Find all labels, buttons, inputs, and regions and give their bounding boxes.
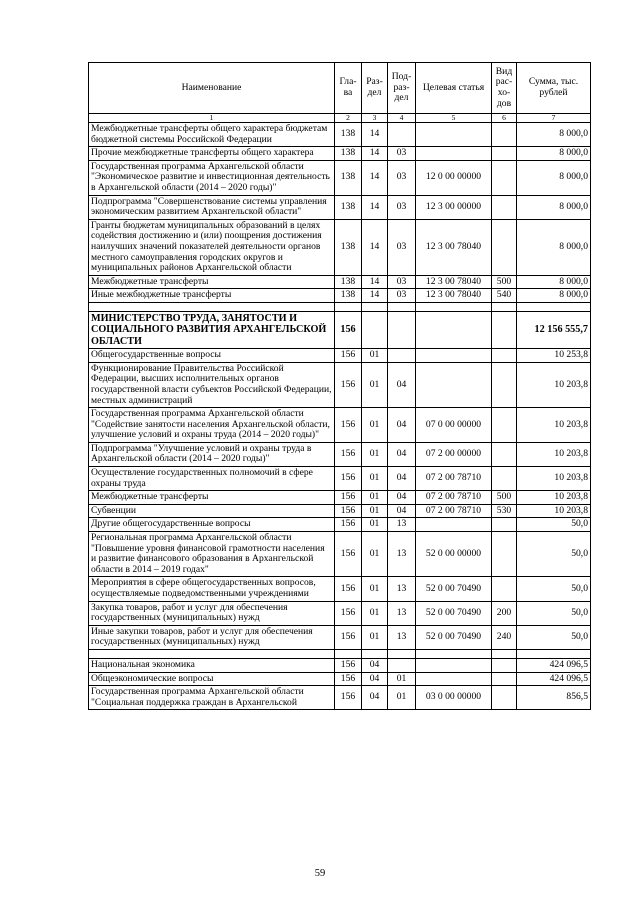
row-target-article: 52 0 00 00000 bbox=[416, 532, 492, 577]
row-sum: 8 000,0 bbox=[517, 275, 591, 289]
row-podrazdel: 03 bbox=[388, 289, 416, 303]
row-expense-type bbox=[492, 518, 517, 532]
blank-cell bbox=[492, 649, 517, 658]
row-razdel: 01 bbox=[362, 408, 388, 443]
row-razdel: 14 bbox=[362, 195, 388, 219]
row-razdel: 14 bbox=[362, 160, 388, 195]
row-expense-type: 540 bbox=[492, 289, 517, 303]
row-sum: 8 000,0 bbox=[517, 123, 591, 147]
row-sum: 50,0 bbox=[517, 577, 591, 601]
header-razdel: Раз-дел bbox=[362, 63, 388, 114]
row-podrazdel: 03 bbox=[388, 147, 416, 161]
row-podrazdel: 13 bbox=[388, 577, 416, 601]
row-target-article: 03 0 00 00000 bbox=[416, 686, 492, 710]
blank-cell bbox=[89, 649, 335, 658]
row-target-article: 07 0 00 00000 bbox=[416, 408, 492, 443]
row-sum: 12 156 555,7 bbox=[517, 311, 591, 348]
blank-cell bbox=[492, 302, 517, 311]
row-name: Межбюджетные трансферты общего характера бюджетам бюджетной системы Российской Федерации bbox=[89, 123, 335, 147]
row-sum: 10 203,8 bbox=[517, 504, 591, 518]
row-target-article bbox=[416, 362, 492, 407]
blank-cell bbox=[388, 302, 416, 311]
row-podrazdel: 04 bbox=[388, 491, 416, 505]
row-expense-type bbox=[492, 219, 517, 275]
row-target-article: 52 0 00 70490 bbox=[416, 601, 492, 625]
row-target-article: 12 3 00 78040 bbox=[416, 219, 492, 275]
row-sum: 50,0 bbox=[517, 625, 591, 649]
blank-cell bbox=[416, 649, 492, 658]
row-target-article: 07 2 00 78710 bbox=[416, 504, 492, 518]
row-sum: 8 000,0 bbox=[517, 160, 591, 195]
row-expense-type bbox=[492, 467, 517, 491]
row-glava: 156 bbox=[335, 577, 362, 601]
table-row bbox=[89, 577, 591, 601]
row-podrazdel: 04 bbox=[388, 442, 416, 466]
table-row bbox=[89, 123, 591, 147]
row-podrazdel bbox=[388, 123, 416, 147]
row-name: Осуществление государственных полномочий в сфере охраны труда bbox=[89, 467, 335, 491]
row-name: Прочие межбюджетные трансферты общего характера bbox=[89, 147, 335, 161]
row-name: Иные межбюджетные трансферты bbox=[89, 289, 335, 303]
row-glava: 156 bbox=[335, 625, 362, 649]
row-target-article bbox=[416, 518, 492, 532]
row-expense-type bbox=[492, 686, 517, 710]
row-glava: 156 bbox=[335, 491, 362, 505]
row-glava: 156 bbox=[335, 408, 362, 443]
row-razdel: 04 bbox=[362, 672, 388, 686]
row-glava: 138 bbox=[335, 123, 362, 147]
row-podrazdel: 13 bbox=[388, 601, 416, 625]
table-blank-row bbox=[89, 649, 591, 658]
row-glava: 156 bbox=[335, 658, 362, 672]
row-podrazdel: 03 bbox=[388, 160, 416, 195]
column-number: 7 bbox=[517, 114, 591, 123]
row-glava: 138 bbox=[335, 147, 362, 161]
row-sum: 50,0 bbox=[517, 532, 591, 577]
row-podrazdel: 13 bbox=[388, 518, 416, 532]
blank-cell bbox=[335, 302, 362, 311]
row-name: Государственная программа Архангельской области "Социальная поддержка граждан в Архангельской bbox=[89, 686, 335, 710]
row-expense-type bbox=[492, 408, 517, 443]
row-name: Другие общегосударственные вопросы bbox=[89, 518, 335, 532]
row-target-article: 52 0 00 70490 bbox=[416, 625, 492, 649]
blank-cell bbox=[89, 302, 335, 311]
row-sum: 10 203,8 bbox=[517, 442, 591, 466]
row-podrazdel bbox=[388, 349, 416, 363]
budget-document bbox=[88, 62, 590, 710]
row-expense-type bbox=[492, 195, 517, 219]
row-razdel: 01 bbox=[362, 532, 388, 577]
row-target-article bbox=[416, 147, 492, 161]
row-target-article: 07 2 00 78710 bbox=[416, 491, 492, 505]
table-row bbox=[89, 289, 591, 303]
row-podrazdel: 01 bbox=[388, 672, 416, 686]
row-glava: 138 bbox=[335, 289, 362, 303]
row-razdel: 14 bbox=[362, 219, 388, 275]
row-razdel: 01 bbox=[362, 577, 388, 601]
row-name: Закупка товаров, работ и услуг для обеспечения государственных (муниципальных) нужд bbox=[89, 601, 335, 625]
row-expense-type bbox=[492, 442, 517, 466]
table-row bbox=[89, 147, 591, 161]
row-razdel: 01 bbox=[362, 349, 388, 363]
row-razdel: 14 bbox=[362, 123, 388, 147]
table-row bbox=[89, 672, 591, 686]
table-row bbox=[89, 311, 591, 348]
table-row bbox=[89, 275, 591, 289]
table-row bbox=[89, 349, 591, 363]
row-podrazdel bbox=[388, 311, 416, 348]
row-glava: 156 bbox=[335, 672, 362, 686]
row-name: Общеэкономические вопросы bbox=[89, 672, 335, 686]
row-expense-type: 240 bbox=[492, 625, 517, 649]
column-number: 1 bbox=[89, 114, 335, 123]
column-number: 3 bbox=[362, 114, 388, 123]
row-razdel: 01 bbox=[362, 467, 388, 491]
row-sum: 10 203,8 bbox=[517, 467, 591, 491]
row-name: Функционирование Правительства Российской Федерации, высших исполнительных органов государственной власти субъектов Российской Федерации, местных администраций bbox=[89, 362, 335, 407]
row-expense-type: 530 bbox=[492, 504, 517, 518]
row-expense-type bbox=[492, 147, 517, 161]
header-podrazdel: Под-раз-дел bbox=[388, 63, 416, 114]
row-podrazdel: 01 bbox=[388, 686, 416, 710]
row-expense-type bbox=[492, 311, 517, 348]
table-row bbox=[89, 362, 591, 407]
table-row bbox=[89, 195, 591, 219]
row-glava: 156 bbox=[335, 601, 362, 625]
row-glava: 138 bbox=[335, 219, 362, 275]
row-razdel: 01 bbox=[362, 518, 388, 532]
row-sum: 50,0 bbox=[517, 518, 591, 532]
row-glava: 156 bbox=[335, 504, 362, 518]
blank-cell bbox=[388, 649, 416, 658]
row-razdel bbox=[362, 311, 388, 348]
row-name: Гранты бюджетам муниципальных образований в целях содействия достижению и (или) поощрения достижения наилучших значений показателей деятельности органов местного самоуправления городских округов и муниципальных районов Архангельской области bbox=[89, 219, 335, 275]
row-sum: 10 203,8 bbox=[517, 491, 591, 505]
row-sum: 50,0 bbox=[517, 601, 591, 625]
row-glava: 156 bbox=[335, 442, 362, 466]
row-expense-type bbox=[492, 672, 517, 686]
row-podrazdel: 04 bbox=[388, 504, 416, 518]
row-name: Региональная программа Архангельской области "Повышение уровня финансовой грамотности населения и развитие финансового образования в Архангельской области в 2014 – 2019 годах" bbox=[89, 532, 335, 577]
row-sum: 8 000,0 bbox=[517, 219, 591, 275]
blank-cell bbox=[362, 649, 388, 658]
row-expense-type bbox=[492, 532, 517, 577]
column-number: 6 bbox=[492, 114, 517, 123]
row-glava: 156 bbox=[335, 311, 362, 348]
row-podrazdel: 03 bbox=[388, 275, 416, 289]
row-expense-type bbox=[492, 123, 517, 147]
table-row bbox=[89, 160, 591, 195]
row-target-article: 12 3 00 00000 bbox=[416, 195, 492, 219]
table-row bbox=[89, 532, 591, 577]
header-sum: Сумма, тыс. рублей bbox=[517, 63, 591, 114]
row-name: Межбюджетные трансферты bbox=[89, 275, 335, 289]
table-row bbox=[89, 219, 591, 275]
row-sum: 424 096,5 bbox=[517, 672, 591, 686]
row-name: Мероприятия в сфере общегосударственных вопросов, осуществляемые подведомственными учреждениями bbox=[89, 577, 335, 601]
row-podrazdel: 04 bbox=[388, 362, 416, 407]
budget-table bbox=[88, 62, 591, 710]
row-razdel: 01 bbox=[362, 442, 388, 466]
row-name: Государственная программа Архангельской области "Содействие занятости населения Архангельской области, улучшение условий и охраны труда (2014 – 2020 годы)" bbox=[89, 408, 335, 443]
row-expense-type bbox=[492, 349, 517, 363]
row-glava: 156 bbox=[335, 518, 362, 532]
row-target-article bbox=[416, 349, 492, 363]
row-target-article: 07 2 00 78710 bbox=[416, 467, 492, 491]
table-row bbox=[89, 408, 591, 443]
row-name: МИНИСТЕРСТВО ТРУДА, ЗАНЯТОСТИ И СОЦИАЛЬНОГО РАЗВИТИЯ АРХАНГЕЛЬСКОЙ ОБЛАСТИ bbox=[89, 311, 335, 348]
header-expense-type: Вид рас-хо-дов bbox=[492, 63, 517, 114]
row-sum: 8 000,0 bbox=[517, 289, 591, 303]
blank-cell bbox=[416, 302, 492, 311]
row-expense-type bbox=[492, 577, 517, 601]
row-target-article bbox=[416, 672, 492, 686]
row-sum: 8 000,0 bbox=[517, 195, 591, 219]
table-row bbox=[89, 504, 591, 518]
row-name: Государственная программа Архангельской области "Экономическое развитие и инвестиционная деятельность в Архангельской области (2014 – 2020 годы)" bbox=[89, 160, 335, 195]
column-number: 4 bbox=[388, 114, 416, 123]
row-glava: 138 bbox=[335, 275, 362, 289]
row-expense-type bbox=[492, 160, 517, 195]
row-razdel: 14 bbox=[362, 147, 388, 161]
row-glava: 156 bbox=[335, 467, 362, 491]
row-sum: 856,5 bbox=[517, 686, 591, 710]
row-name: Подпрограмма "Совершенствование системы управления экономическим развитием Архангельской области" bbox=[89, 195, 335, 219]
column-number-row bbox=[89, 114, 591, 123]
row-podrazdel: 04 bbox=[388, 408, 416, 443]
row-glava: 156 bbox=[335, 686, 362, 710]
row-razdel: 14 bbox=[362, 289, 388, 303]
row-target-article bbox=[416, 658, 492, 672]
row-sum: 424 096,5 bbox=[517, 658, 591, 672]
row-expense-type: 200 bbox=[492, 601, 517, 625]
row-expense-type: 500 bbox=[492, 275, 517, 289]
row-sum: 10 253,8 bbox=[517, 349, 591, 363]
row-glava: 156 bbox=[335, 362, 362, 407]
row-expense-type bbox=[492, 362, 517, 407]
row-glava: 138 bbox=[335, 160, 362, 195]
row-target-article: 12 3 00 78040 bbox=[416, 275, 492, 289]
header-glava: Гла-ва bbox=[335, 63, 362, 114]
row-podrazdel: 03 bbox=[388, 195, 416, 219]
table-row bbox=[89, 625, 591, 649]
row-target-article bbox=[416, 123, 492, 147]
row-target-article: 12 0 00 00000 bbox=[416, 160, 492, 195]
table-row bbox=[89, 658, 591, 672]
blank-cell bbox=[517, 649, 591, 658]
row-podrazdel bbox=[388, 658, 416, 672]
row-glava: 156 bbox=[335, 532, 362, 577]
table-row bbox=[89, 601, 591, 625]
table-header-row bbox=[89, 63, 591, 114]
row-podrazdel: 13 bbox=[388, 532, 416, 577]
table-row bbox=[89, 442, 591, 466]
row-razdel: 04 bbox=[362, 686, 388, 710]
row-razdel: 01 bbox=[362, 362, 388, 407]
row-sum: 10 203,8 bbox=[517, 408, 591, 443]
row-podrazdel: 04 bbox=[388, 467, 416, 491]
row-target-article: 52 0 00 70490 bbox=[416, 577, 492, 601]
row-target-article: 12 3 00 78040 bbox=[416, 289, 492, 303]
row-glava: 138 bbox=[335, 195, 362, 219]
row-name: Межбюджетные трансферты bbox=[89, 491, 335, 505]
table-body bbox=[89, 123, 591, 710]
table-row bbox=[89, 686, 591, 710]
row-expense-type bbox=[492, 658, 517, 672]
blank-cell bbox=[517, 302, 591, 311]
table-blank-row bbox=[89, 302, 591, 311]
row-razdel: 01 bbox=[362, 601, 388, 625]
row-podrazdel: 13 bbox=[388, 625, 416, 649]
header-target-article: Целевая статья bbox=[416, 63, 492, 114]
table-row bbox=[89, 491, 591, 505]
table-row bbox=[89, 467, 591, 491]
row-sum: 10 203,8 bbox=[517, 362, 591, 407]
blank-cell bbox=[335, 649, 362, 658]
blank-cell bbox=[362, 302, 388, 311]
row-podrazdel: 03 bbox=[388, 219, 416, 275]
row-name: Подпрограмма "Улучшение условий и охраны труда в Архангельской области (2014 – 2020 годы)" bbox=[89, 442, 335, 466]
column-number: 5 bbox=[416, 114, 492, 123]
row-razdel: 14 bbox=[362, 275, 388, 289]
column-number: 2 bbox=[335, 114, 362, 123]
header-name: Наименование bbox=[89, 63, 335, 114]
row-name: Иные закупки товаров, работ и услуг для обеспечения государственных (муниципальных) нужд bbox=[89, 625, 335, 649]
row-name: Общегосударственные вопросы bbox=[89, 349, 335, 363]
row-target-article bbox=[416, 311, 492, 348]
row-expense-type: 500 bbox=[492, 491, 517, 505]
row-name: Национальная экономика bbox=[89, 658, 335, 672]
row-glava: 156 bbox=[335, 349, 362, 363]
row-razdel: 01 bbox=[362, 491, 388, 505]
row-razdel: 01 bbox=[362, 625, 388, 649]
row-razdel: 01 bbox=[362, 504, 388, 518]
row-target-article: 07 2 00 00000 bbox=[416, 442, 492, 466]
row-name: Субвенции bbox=[89, 504, 335, 518]
row-razdel: 04 bbox=[362, 658, 388, 672]
page-number: 59 bbox=[314, 868, 326, 879]
row-sum: 8 000,0 bbox=[517, 147, 591, 161]
table-row bbox=[89, 518, 591, 532]
